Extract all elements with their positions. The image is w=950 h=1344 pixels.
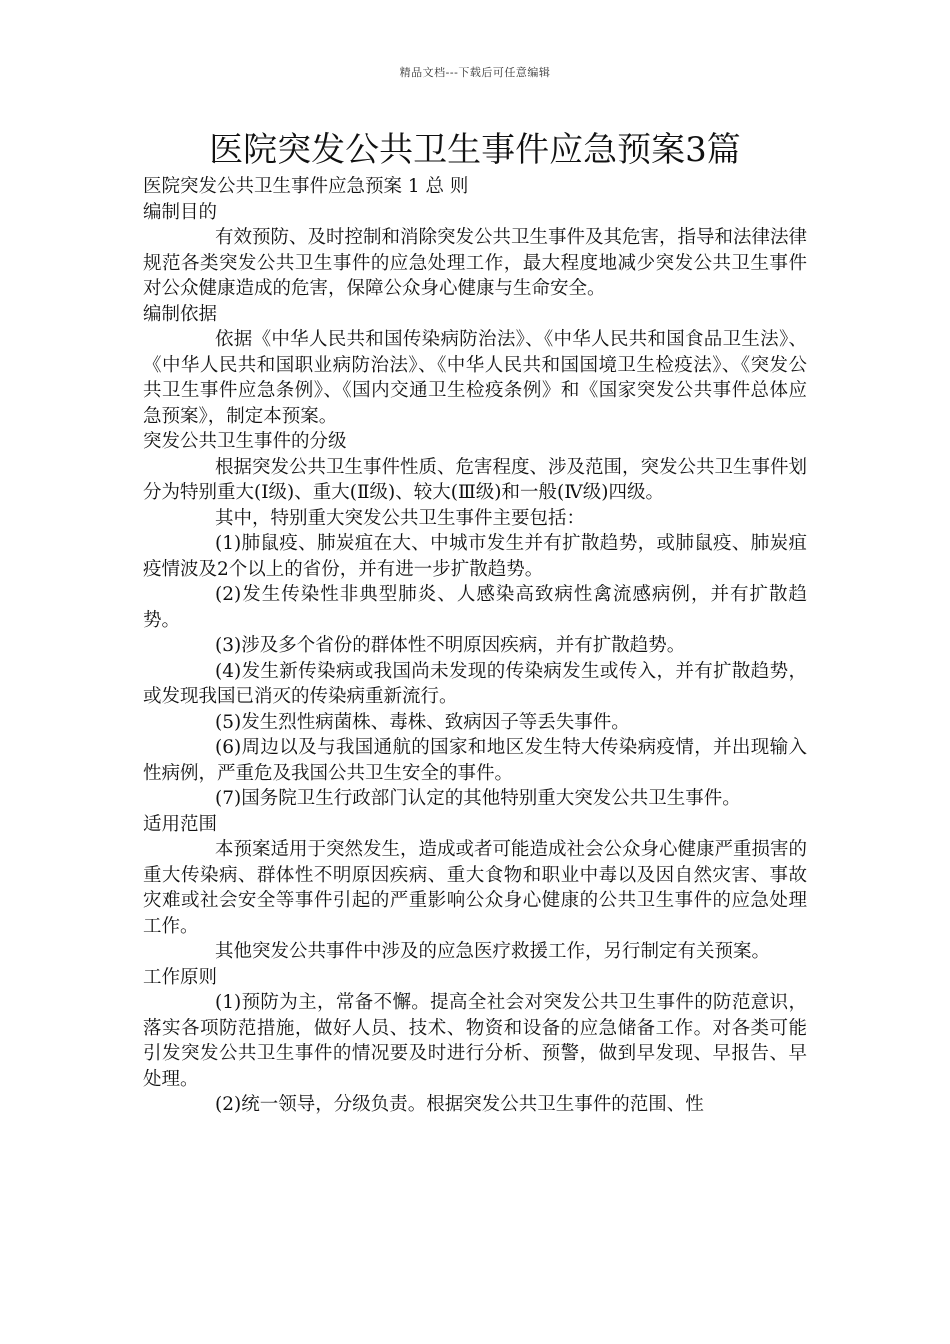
paragraph: 有效预防、及时控制和消除突发公共卫生事件及其危害，指导和法律法律规范各类突发公共卫生事件的应急处理工作，最大程度地减少突发公共卫生事件对公众健康造成的危害，保障公众身心健康与生命安全。 bbox=[143, 227, 808, 299]
paragraph: 其中，特别重大突发公共卫生事件主要包括： bbox=[215, 507, 586, 529]
subtitle: 医院突发公共卫生事件应急预案 1 总 则 bbox=[143, 176, 469, 197]
section-heading: 编制依据 bbox=[143, 303, 218, 325]
paragraph: 依据《中华人民共和国传染病防治法》、《中华人民共和国食品卫生法》、《中华人民共和国职业病防治法》、《中华人民共和国国境卫生检疫法》、《突发公共卫生事件应急条例》、《国内交通卫生检疫条例》和《国家突发公共事件总体应急预案》，制定本预案。 bbox=[143, 329, 807, 427]
paragraph: 根据突发公共卫生事件性质、危害程度、涉及范围，突发公共卫生事件划分为特别重大(Ⅰ级)、重大(Ⅱ级)、较大(Ⅲ级)和一般(Ⅳ级)四级。 bbox=[143, 456, 808, 503]
list-item: (2)统一领导，分级负责。根据突发公共卫生事件的范围、性 bbox=[215, 1094, 704, 1115]
section-heading: 工作原则 bbox=[143, 966, 218, 988]
list-item: (7)国务院卫生行政部门认定的其他特别重大突发公共卫生事件。 bbox=[215, 788, 741, 809]
paragraph: 本预案适用于突然发生，造成或者可能造成社会公众身心健康严重损害的重大传染病、群体性不明原因疾病、重大食物和职业中毒以及因自然灾害、事故灾难或社会安全等事件引起的严重影响公众身心健康的公共卫生事件的应急处理工作。 bbox=[143, 839, 808, 937]
list-item: (1)肺鼠疫、肺炭疽在大、中城市发生并有扩散趋势，或肺鼠疫、肺炭疽疫情波及2个以上的省份，并有进一步扩散趋势。 bbox=[143, 533, 807, 580]
list-item: (6)周边以及与我国通航的国家和地区发生特大传染病疫情，并出现输入性病例，严重危及我国公共卫生安全的事件。 bbox=[143, 737, 807, 784]
section-heading: 编制目的 bbox=[143, 201, 218, 223]
document-title: 医院突发公共卫生事件应急预案3篇 bbox=[209, 130, 741, 170]
list-item: (3)涉及多个省份的群体性不明原因疾病，并有扩散趋势。 bbox=[215, 635, 686, 656]
section-heading: 适用范围 bbox=[143, 813, 218, 835]
document-body bbox=[143, 174, 807, 1118]
list-item: (1)预防为主，常备不懈。提高全社会对突发公共卫生事件的防范意识，落实各项防范措施，做好人员、技术、物资和设备的应急储备工作。对各类可能引发突发公共卫生事件的情况要及时进行分析、预警，做到早发现、早报告、早处理。 bbox=[143, 992, 807, 1090]
list-item: (5)发生烈性病菌株、毒株、致病因子等丢失事件。 bbox=[215, 711, 630, 733]
section-heading: 突发公共卫生事件的分级 bbox=[143, 431, 347, 452]
list-item: (4)发生新传染病或我国尚未发现的传染病发生或传入，并有扩散趋势，或发现我国已消灭的传染病重新流行。 bbox=[143, 660, 807, 707]
paragraph: 其他突发公共事件中涉及的应急医疗救援工作，另行制定有关预案。 bbox=[215, 941, 771, 962]
list-item: (2)发生传染性非典型肺炎、人感染高致病性禽流感病例，并有扩散趋势。 bbox=[143, 584, 807, 631]
page-header: 精品文档---下载后可任意编辑 bbox=[399, 66, 551, 79]
